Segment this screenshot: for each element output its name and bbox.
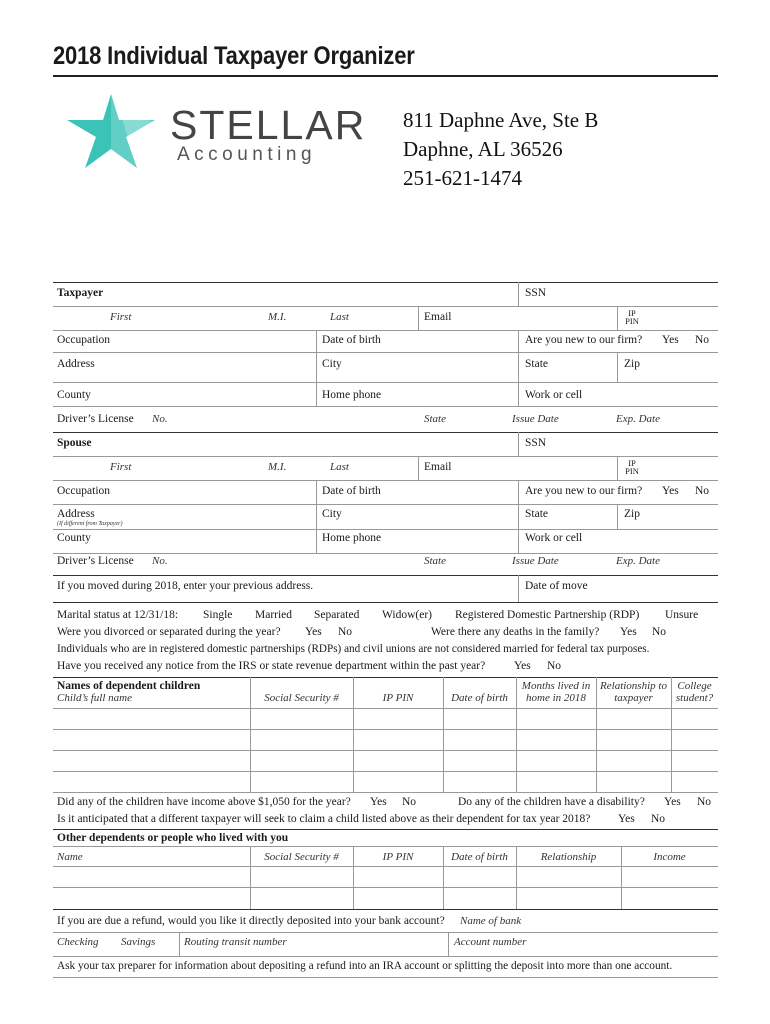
spouse-new-no[interactable]: No	[695, 485, 710, 497]
spouse-work-cell[interactable]: Work or cell	[525, 532, 583, 544]
spouse-new-firm: Are you new to our firm?	[525, 485, 643, 497]
marital-label: Marital status at 12/31/18:	[57, 609, 179, 621]
table-row[interactable]	[53, 750, 718, 751]
dependents-ssn-col: Social Security #	[264, 692, 339, 704]
spouse-zip[interactable]: Zip	[624, 508, 640, 520]
marital-unsure[interactable]: Unsure	[665, 609, 699, 621]
dependents-college-col-1: College	[677, 680, 712, 692]
taxpayer-new-yes[interactable]: Yes	[662, 334, 679, 346]
spouse-occupation[interactable]: Occupation	[57, 485, 111, 497]
date-of-move[interactable]: Date of move	[525, 580, 588, 592]
dependents-name-col: Child’s full name	[57, 692, 132, 704]
spouse-ssn-label: SSN	[525, 437, 547, 449]
spouse-dl-exp[interactable]: Exp. Date	[616, 555, 660, 567]
office-street: 811 Daphne Ave, Ste B	[403, 108, 599, 132]
taxpayer-email[interactable]: Email	[424, 311, 452, 323]
dependents-dob-col: Date of birth	[451, 692, 508, 704]
taxpayer-ssn-label: SSN	[525, 287, 547, 299]
form-top-rule	[53, 282, 718, 283]
dependents-pin-col: IP PIN	[382, 692, 414, 704]
taxpayer-mi[interactable]: M.I.	[268, 311, 287, 323]
marital-rdp[interactable]: Registered Domestic Partnership (RDP)	[455, 609, 640, 621]
taxpayer-first[interactable]: First	[110, 311, 132, 323]
office-phone: 251-621-1474	[403, 166, 522, 190]
marital-single[interactable]: Single	[203, 609, 233, 621]
spouse-first[interactable]: First	[110, 461, 132, 473]
taxpayer-county[interactable]: County	[57, 389, 91, 401]
routing-number-field[interactable]: Routing transit number	[184, 936, 287, 948]
refund-question: If you are due a refund, would you like it directly deposited into your bank account?	[57, 915, 445, 927]
rdp-note: Individuals who are in registered domestic partnerships (RDPs) and civil unions are not considered married for federal tax purposes.	[57, 643, 650, 655]
child-income-question: Did any of the children have income above $1,050 for the year?	[57, 796, 351, 808]
claim-no[interactable]: No	[651, 813, 666, 825]
spouse-mi[interactable]: M.I.	[268, 461, 287, 473]
spouse-home-phone[interactable]: Home phone	[322, 532, 382, 544]
star-logo-icon	[66, 92, 156, 170]
others-ssn-col: Social Security #	[264, 851, 339, 863]
child-disability-question: Do any of the children have a disability?	[458, 796, 645, 808]
spouse-city[interactable]: City	[322, 508, 342, 520]
dependents-header: Names of dependent children	[57, 680, 201, 692]
taxpayer-occupation[interactable]: Occupation	[57, 334, 111, 346]
bank-name-field[interactable]: Name of bank	[460, 915, 522, 927]
taxpayer-dl-exp[interactable]: Exp. Date	[616, 413, 660, 425]
spouse-dl-state[interactable]: State	[424, 555, 446, 567]
spouse-address[interactable]: Address	[57, 508, 95, 520]
taxpayer-home-phone[interactable]: Home phone	[322, 389, 382, 401]
taxpayer-dl: Driver’s License	[57, 413, 134, 425]
deaths-no[interactable]: No	[652, 626, 667, 638]
taxpayer-new-no[interactable]: No	[695, 334, 710, 346]
others-header: Other dependents or people who lived with you	[57, 832, 289, 844]
brand-subtitle: Accounting	[177, 144, 317, 165]
claim-yes[interactable]: Yes	[618, 813, 635, 825]
taxpayer-address[interactable]: Address	[57, 358, 95, 370]
spouse-dl-issue[interactable]: Issue Date	[512, 555, 559, 567]
table-row[interactable]	[53, 771, 718, 772]
others-income-col: Income	[653, 851, 686, 863]
taxpayer-dl-no[interactable]: No.	[152, 413, 168, 425]
marital-separated[interactable]: Separated	[314, 609, 360, 621]
others-name-col: Name	[57, 851, 83, 863]
dependents-months-col-1: Months lived in	[521, 680, 591, 692]
marital-widower[interactable]: Widow(er)	[382, 609, 432, 621]
taxpayer-last[interactable]: Last	[330, 311, 349, 323]
taxpayer-work-cell[interactable]: Work or cell	[525, 389, 583, 401]
page-title: 2018 Individual Taxpayer Organizer	[53, 42, 415, 70]
spouse-dl: Driver’s License	[57, 555, 134, 567]
spouse-email[interactable]: Email	[424, 461, 452, 473]
spouse-new-yes[interactable]: Yes	[662, 485, 679, 497]
spouse-dl-no[interactable]: No.	[152, 555, 168, 567]
taxpayer-dl-issue[interactable]: Issue Date	[512, 413, 559, 425]
spouse-state[interactable]: State	[525, 508, 548, 520]
taxpayer-new-firm: Are you new to our firm?	[525, 334, 643, 346]
claim-question: Is it anticipated that a different taxpayer will seek to claim a child listed above as their dependent for tax year 2018?	[57, 813, 591, 825]
table-row[interactable]	[53, 887, 718, 888]
taxpayer-dob[interactable]: Date of birth	[322, 334, 381, 346]
taxpayer-state[interactable]: State	[525, 358, 548, 370]
others-rel-col: Relationship	[540, 851, 597, 863]
account-number-field[interactable]: Account number	[454, 936, 527, 948]
spouse-county[interactable]: County	[57, 532, 91, 544]
divorced-no[interactable]: No	[338, 626, 353, 638]
taxpayer-dl-state[interactable]: State	[424, 413, 446, 425]
child-income-no[interactable]: No	[402, 796, 417, 808]
child-disability-no[interactable]: No	[697, 796, 712, 808]
checking-option[interactable]: Checking	[57, 936, 99, 948]
divorced-yes[interactable]: Yes	[305, 626, 322, 638]
table-row[interactable]	[53, 792, 718, 793]
dependents-months-col-2: home in 2018	[526, 692, 586, 704]
divorced-question: Were you divorced or separated during the year?	[57, 626, 281, 638]
spouse-ip-pin[interactable]: IP PIN	[625, 458, 639, 476]
taxpayer-city[interactable]: City	[322, 358, 342, 370]
taxpayer-zip[interactable]: Zip	[624, 358, 640, 370]
table-row[interactable]	[53, 708, 718, 709]
dependents-rel-col-2: taxpayer	[614, 692, 653, 704]
others-pin-col: IP PIN	[382, 851, 414, 863]
deaths-yes[interactable]: Yes	[620, 626, 637, 638]
deaths-question: Were there any deaths in the family?	[431, 626, 600, 638]
title-rule	[53, 75, 718, 77]
brand-name: STELLAR	[170, 102, 367, 148]
irs-no[interactable]: No	[547, 660, 562, 672]
moved-question[interactable]: If you moved during 2018, enter your previous address.	[57, 580, 314, 592]
spouse-dob[interactable]: Date of birth	[322, 485, 381, 497]
spouse-header: Spouse	[57, 437, 92, 449]
spouse-address-note: (If different from Taxpayer)	[57, 521, 123, 527]
office-city: Daphne, AL 36526	[403, 137, 563, 161]
marital-married[interactable]: Married	[255, 609, 293, 621]
dependents-rel-col-1: Relationship to	[600, 680, 667, 692]
child-income-yes[interactable]: Yes	[370, 796, 387, 808]
taxpayer-ip-pin[interactable]: IP PIN	[625, 308, 639, 326]
taxpayer-header: Taxpayer	[57, 287, 104, 299]
child-disability-yes[interactable]: Yes	[664, 796, 681, 808]
others-dob-col: Date of birth	[451, 851, 508, 863]
savings-option[interactable]: Savings	[121, 936, 156, 948]
irs-question: Have you received any notice from the IRS or state revenue department within the past year?	[57, 660, 486, 672]
irs-yes[interactable]: Yes	[514, 660, 531, 672]
ira-note: Ask your tax preparer for information about depositing a refund into an IRA account or splitting the deposit into more than one account.	[57, 960, 673, 972]
table-row[interactable]	[53, 729, 718, 730]
dependents-college-col-2: student?	[675, 692, 714, 704]
table-row[interactable]	[53, 866, 718, 867]
spouse-last[interactable]: Last	[330, 461, 349, 473]
